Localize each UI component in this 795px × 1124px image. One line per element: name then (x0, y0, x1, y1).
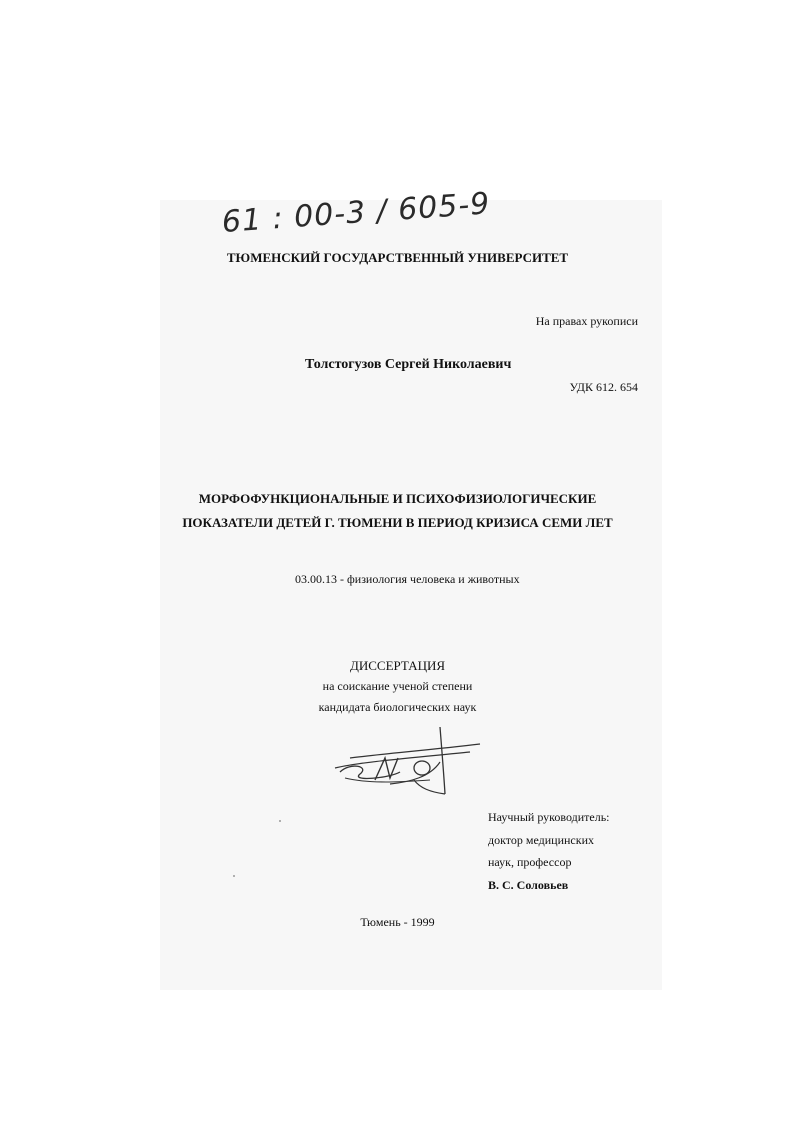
supervisor-block (488, 806, 610, 896)
degree-heading: ДИССЕРТАЦИЯ (349, 658, 446, 673)
title-line-2: ПОКАЗАТЕЛИ ДЕТЕЙ Г. ТЮМЕНИ В ПЕРИОД КРИЗИСА СЕМИ ЛЕТ (182, 515, 613, 530)
degree-line-3: кандидата биологических наук (318, 700, 477, 714)
title-line-1: МОРФОФУНКЦИОНАЛЬНЫЕ И ПСИХОФИЗИОЛОГИЧЕСКИЕ (198, 491, 597, 506)
scan-speck (279, 820, 281, 822)
author-name: Толстогузов Сергей Николаевич (305, 357, 512, 372)
university-name: ТЮМЕНСКИЙ ГОСУДАРСТВЕННЫЙ УНИВЕРСИТЕТ (226, 250, 569, 265)
city-year: Тюмень - 1999 (360, 915, 435, 929)
udk-code: УДК 612. 654 (569, 380, 638, 394)
manuscript-rights-note: На правах рукописи (535, 314, 638, 328)
specialty-code: 03.00.13 - физиология человека и животных (295, 572, 520, 586)
supervisor-role: Научный руководитель: (488, 810, 610, 824)
author-signature (330, 722, 490, 812)
supervisor-title-1: доктор медицинских (488, 832, 594, 847)
dissertation-title (0, 487, 795, 535)
degree-block (0, 655, 795, 718)
degree-line-2: на соискание ученой степени (322, 679, 473, 693)
supervisor-name: В. С. Соловьев (488, 877, 569, 892)
supervisor-title-2: наук, профессор (488, 855, 572, 869)
scan-speck (233, 875, 235, 877)
handwritten-archive-code: 61 : 00-3 / 605-9 (220, 186, 492, 240)
